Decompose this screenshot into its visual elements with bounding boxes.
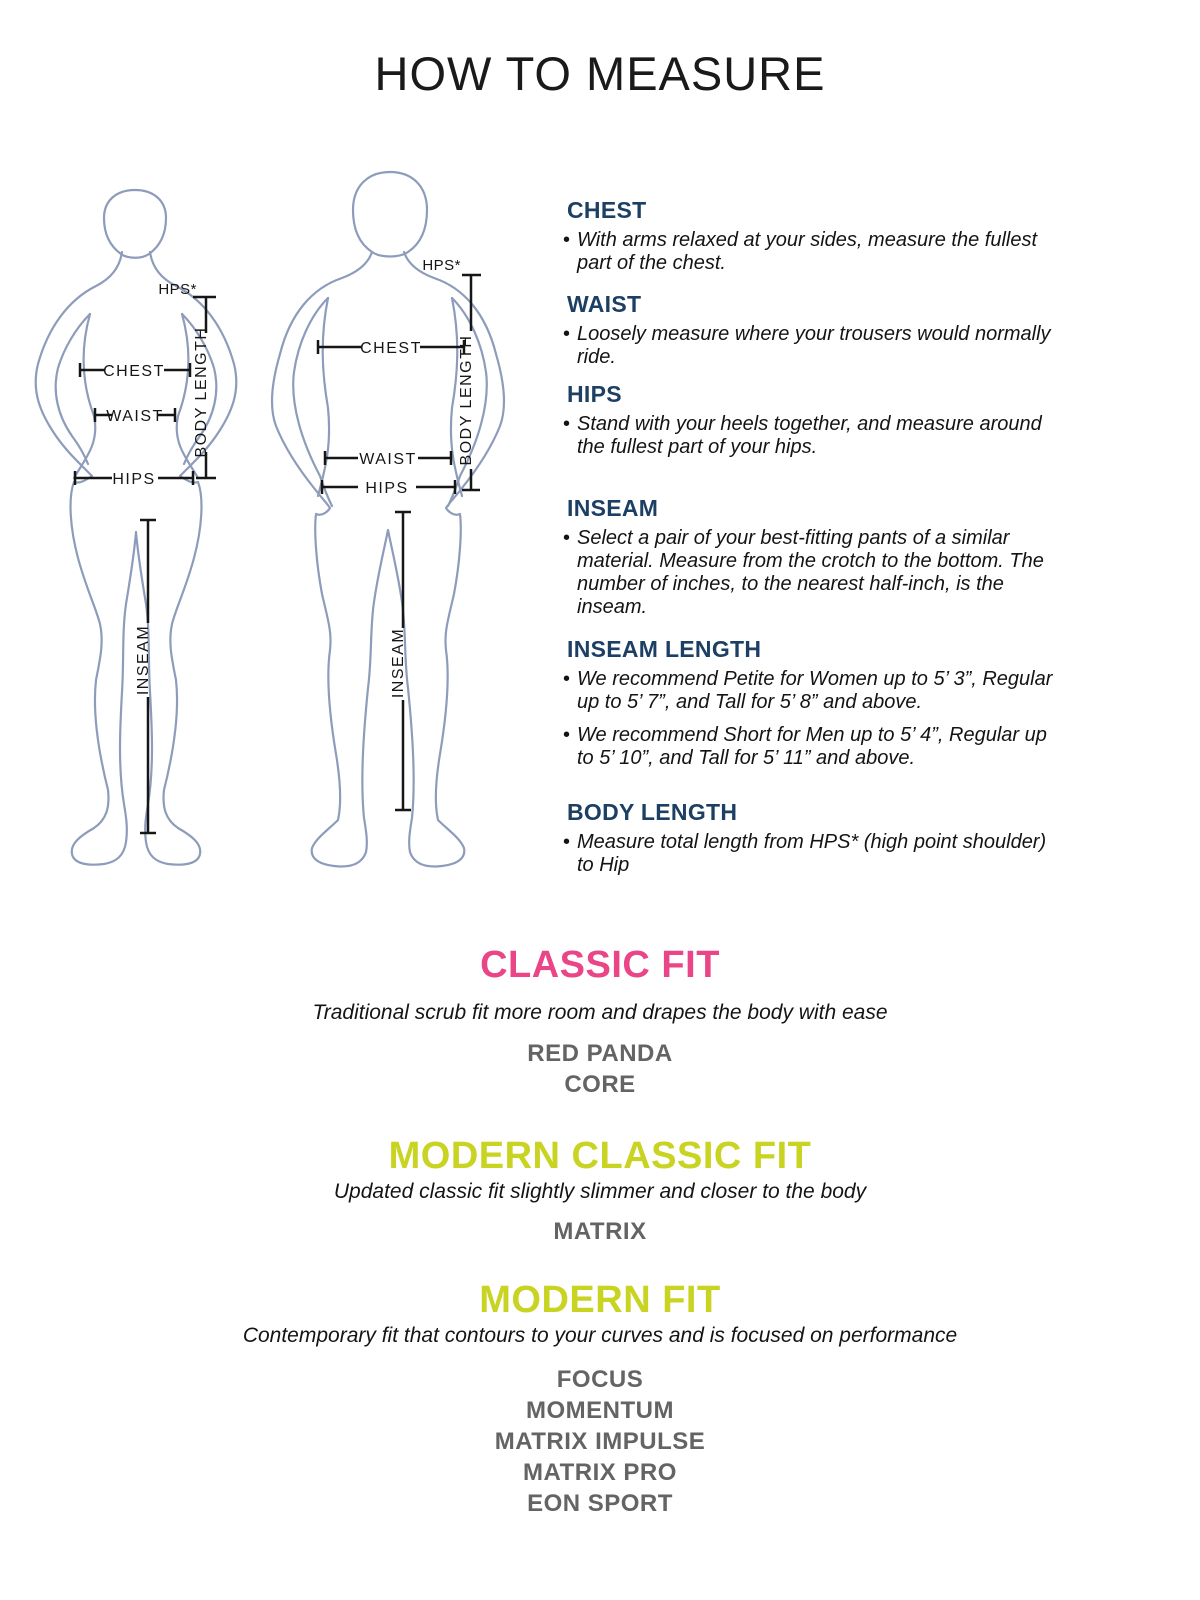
fit-product: RED PANDA: [527, 1040, 673, 1067]
figure-female: [28, 168, 260, 876]
instruction-bullet: • Loosely measure where your trousers would normally ride.: [563, 323, 1068, 369]
instruction-section-hips: [563, 381, 1068, 469]
male-waist-label: WAIST: [359, 451, 417, 468]
instruction-section-inseam: [563, 495, 1068, 629]
male-hips-measure: [322, 480, 455, 497]
section-heading: CHEST: [567, 197, 647, 223]
fit-product: MOMENTUM: [526, 1397, 674, 1424]
male-head-outline: [353, 172, 427, 257]
instruction-bullet: • With arms relaxed at your sides, measure the fullest part of the chest.: [563, 229, 1068, 275]
fit-title: CLASSIC FIT: [480, 944, 720, 986]
fit-product: MATRIX IMPULSE: [494, 1428, 706, 1455]
instruction-bullet: • Select a pair of your best-fitting pants of a similar material. Measure from the crotch to the bottom. The number of inches, to the nearest half-inch, is the inseam.: [563, 527, 1068, 619]
male-left-torso-line: [318, 298, 329, 496]
male-chest-measure: [318, 340, 464, 357]
fit-product-list: [0, 1038, 1200, 1100]
instruction-section-waist: [563, 291, 1068, 379]
fit-description: Contemporary fit that contours to your curves and is focused on performance: [242, 1324, 958, 1347]
female-chest-measure: [80, 363, 190, 380]
female-left-torso-line: [74, 314, 95, 478]
instruction-bullet: • Stand with your heels together, and measure around the fullest part of your hips.: [563, 413, 1068, 459]
female-inseam-label: INSEAM: [135, 624, 152, 696]
female-hips-measure: [75, 471, 193, 488]
female-hps-label: HPS*: [158, 281, 197, 298]
instruction-section-chest: [563, 197, 1068, 285]
instruction-section-body-length: [563, 799, 1068, 887]
instruction-section-inseam-length: [563, 636, 1068, 780]
instruction-bullet: • Measure total length from HPS* (high point shoulder) to Hip: [563, 831, 1068, 877]
male-body-length-label: BODY LENGTH: [458, 334, 475, 466]
fit-product: FOCUS: [556, 1366, 644, 1393]
fit-product: MATRIX: [553, 1218, 647, 1245]
instruction-bullet: • We recommend Short for Men up to 5’ 4”, Regular up to 5’ 10”, and Tall for 5’ 11” and above.: [563, 724, 1068, 770]
female-head-outline: [104, 190, 166, 258]
fit-product-list: [0, 1364, 1200, 1519]
male-hps-label: HPS*: [422, 257, 461, 274]
male-inseam-label: INSEAM: [390, 627, 407, 699]
female-waist-measure: [95, 408, 175, 425]
instruction-bullet: • We recommend Petite for Women up to 5’ 3”, Regular up to 5’ 7”, and Tall for 5’ 8” and above.: [563, 668, 1068, 714]
page-title: HOW TO MEASURE: [374, 47, 826, 100]
section-heading: INSEAM: [567, 495, 659, 521]
female-inseam-measure: [135, 520, 156, 833]
female-chest-label: CHEST: [103, 363, 165, 380]
fit-product: CORE: [564, 1071, 636, 1098]
figure-male: [268, 158, 522, 884]
fit-description: Updated classic fit slightly slimmer and closer to the body: [333, 1180, 867, 1203]
fit-title: MODERN CLASSIC FIT: [388, 1135, 812, 1177]
male-waist-measure: [325, 451, 451, 468]
female-body-length-label: BODY LENGTH: [193, 326, 210, 458]
section-heading: BODY LENGTH: [567, 799, 738, 825]
fit-product-list: [0, 1216, 1200, 1247]
female-waist-label: WAIST: [106, 408, 164, 425]
section-heading: INSEAM LENGTH: [567, 636, 762, 662]
fit-section-modern: [0, 1280, 1200, 1519]
fit-title: MODERN FIT: [479, 1279, 721, 1321]
fit-section-classic: [0, 945, 1200, 1100]
section-heading: WAIST: [567, 291, 642, 317]
fit-description: Traditional scrub fit more room and drapes the body with ease: [312, 1001, 888, 1024]
male-hips-label: HIPS: [365, 480, 409, 497]
female-hips-label: HIPS: [112, 471, 156, 488]
male-chest-label: CHEST: [360, 340, 422, 357]
fit-product: EON SPORT: [527, 1490, 673, 1517]
fit-section-modern-classic: [0, 1136, 1200, 1247]
fit-product: MATRIX PRO: [523, 1459, 677, 1486]
section-heading: HIPS: [567, 381, 622, 407]
